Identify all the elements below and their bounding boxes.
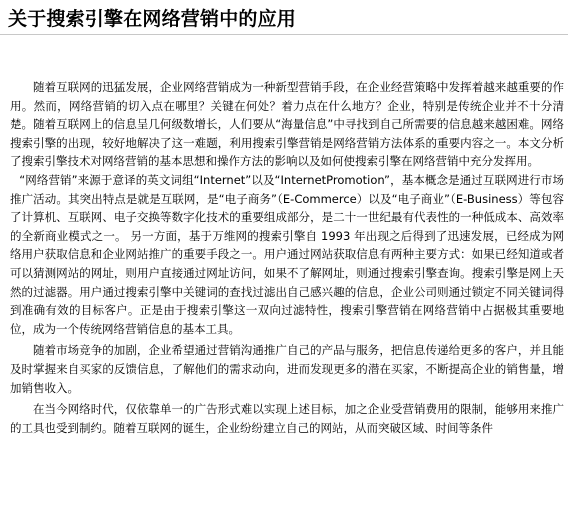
article-body [10, 78, 564, 437]
article-title: 关于搜索引擎在网络营销中的应用 [8, 8, 297, 30]
paragraph-definition: “网络营销”来源于意译的英文词组“Internet”以及“InternetPromotion”，基本概念是通过互联网进行市场推广活动。其突出特点是就是互联网，是“电子商务”（E-Commerce）以及“电子商业”（E-Business）等包容了计算机、互联网、电子交换等数字化技术的重要组成部分，是二十一世纪最有代表性的一种低成本、高效率的全新商业模式之一。 另一方面，基于万维网的搜索引擎自 1993 年出现之后得到了迅速发展，已经成为网络用户获取信息和企业网站推广的重要手段之一。用户通过网站获取信息有两种主要方式：如果已经知道或者可以猜测网站的网址，则用户直接通过网址访问，如果不了解网址，则通过搜索引擎查询。搜索引擎是网上天然的过滤器。用户通过搜索引擎中关键词的查找过滤出自己感兴趣的信息，企业公司则通过锁定不同关键词得到准确有效的目标客户。正是由于搜索引擎这一双向过滤特性，搜索引擎营销在网络营销中占据极其重要地位，成为一个传统网络营销信息的基本工具。 [10, 172, 564, 336]
paragraph-network-era: 在当今网络时代，仅依靠单一的广告形式难以实现上述目标，加之企业受营销费用的限制，能够用来推广的工具也受到制约。随着互联网的诞生，企业纷纷建立自己的网站，从而突破区域、时间等条件 [10, 402, 564, 435]
paragraph-competition: 随着市场竞争的加剧，企业希望通过营销沟通推广自己的产品与服务，把信息传递给更多的客户，并且能及时掌握来自买家的反馈信息，了解他们的需求动向，进而发现更多的潜在买家，不断提高企业的销售量，增加销售收入。 [10, 343, 564, 395]
title-divider [0, 34, 568, 35]
paragraph-intro: 随着互联网的迅猛发展，企业网络营销成为一种新型营销手段，在企业经营策略中发挥着越来越重要的作用。然而，网络营销的切入点在哪里？关键在何处？着力点在什么地方？企业，特别是传统企业并不十分清楚。随着互联网上的信息呈几何级数增长，人们要从“海量信息”中寻找到自己所需要的信息越来越困难。网络搜索引擎的出现，较好地解决了这一难题，利用搜索引擎营销是网络营销方法体系的重要内容之一。本文分析了搜索引擎技术对网络营销的基本思想和操作方法的影响以及如何使搜索引擎在网络营销中充分发挥用。 [10, 80, 564, 169]
